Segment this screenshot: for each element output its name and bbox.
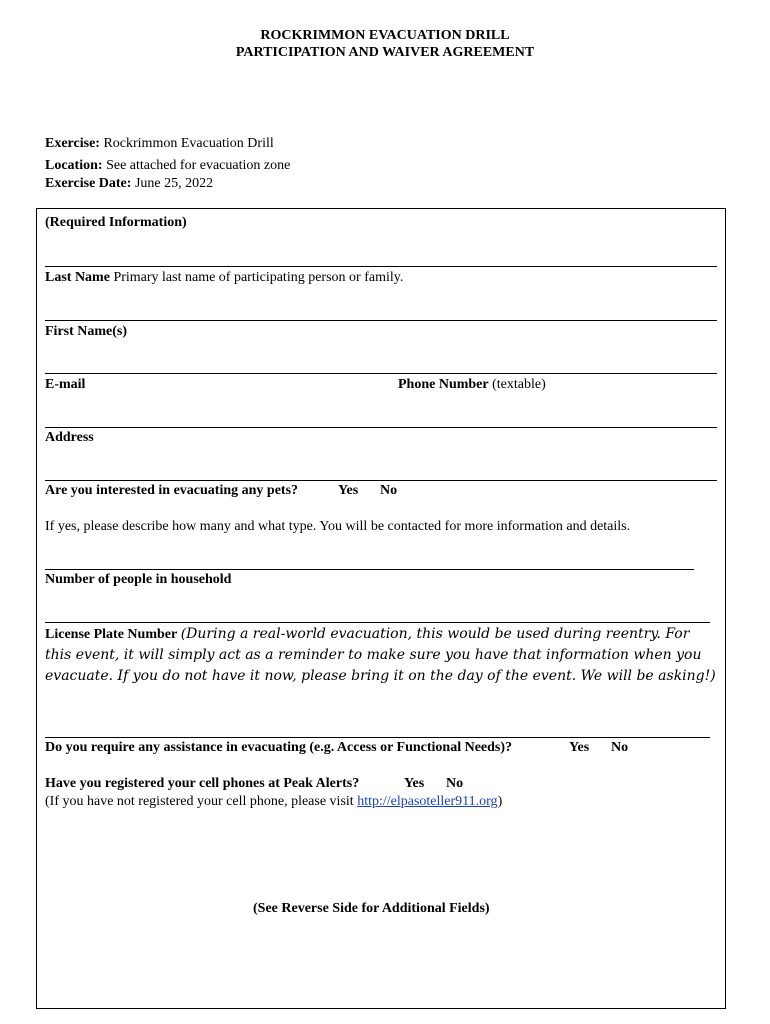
phone-hint: (textable) [492,377,546,392]
reverse-side-note: (See Reverse Side for Additional Fields) [253,901,490,916]
location-row [45,157,290,175]
alerts-note-suffix: ) [497,794,503,809]
elpasoteller-link[interactable]: http://elpasoteller911.org [357,794,498,809]
alerts-yes-option[interactable]: Yes [404,776,425,791]
alerts-note-prefix: (If you have not registered your cell phone, please visit [45,794,358,809]
pets-yes-option[interactable]: Yes [338,483,359,498]
pets-no-option[interactable]: No [380,483,398,498]
license-plate-line[interactable] [45,737,710,738]
pets-question: Are you interested in evacuating any pets? [45,483,299,498]
exercise-row [45,135,274,153]
exercise-date-label: Exercise Date: [45,176,132,191]
location-label: Location: [45,158,103,173]
exercise-date-row [45,175,213,193]
phone-row [398,376,546,394]
pets-line[interactable] [45,480,717,481]
household-label: Number of people in household [45,572,232,587]
assistance-no-option[interactable]: No [611,740,629,755]
address-line[interactable] [45,427,717,428]
alerts-question: Have you registered your cell phones at Peak Alerts? [45,776,360,791]
exercise-label: Exercise: [45,136,100,151]
assistance-question: Do you require any assistance in evacuating (e.g. Access or Functional Needs)? [45,740,513,755]
address-label: Address [45,430,94,445]
form-box [36,208,726,1009]
license-plate-note: (During a real-world evacuation, this would be used during reentry. For this event, it will simply act as a reminder to make sure you have that information when you evacuate. If you do not have it now, please bring it on the day of the event. We will be asking!) [45,626,716,684]
last-name-label: Last Name [45,270,110,285]
email-phone-line[interactable] [45,373,717,374]
pets-description: If yes, please describe how many and what type. You will be contacted for more information and details. [45,519,631,534]
required-info-heading: (Required Information) [45,215,187,230]
document-title-line1: ROCKRIMMON EVACUATION DRILL [260,28,510,43]
alerts-no-option[interactable]: No [446,776,464,791]
last-name-hint: Primary last name of participating person or family. [113,270,404,285]
last-name-line[interactable] [45,266,717,267]
exercise-value: Rockrimmon Evacuation Drill [103,136,274,151]
last-name-row [45,269,403,287]
license-plate-block [45,624,719,687]
alerts-note [45,793,502,811]
first-name-line[interactable] [45,320,717,321]
exercise-date-value: June 25, 2022 [134,176,214,191]
location-value: See attached for evacuation zone [106,158,291,173]
phone-label: Phone Number [398,377,489,392]
first-name-label: First Name(s) [45,324,128,339]
document-title-line2: PARTICIPATION AND WAIVER AGREEMENT [235,45,535,60]
license-plate-label: License Plate Number [45,627,178,642]
email-label: E-mail [45,377,86,392]
assistance-yes-option[interactable]: Yes [569,740,590,755]
household-line[interactable] [45,622,710,623]
pets-description-line[interactable] [45,569,694,570]
